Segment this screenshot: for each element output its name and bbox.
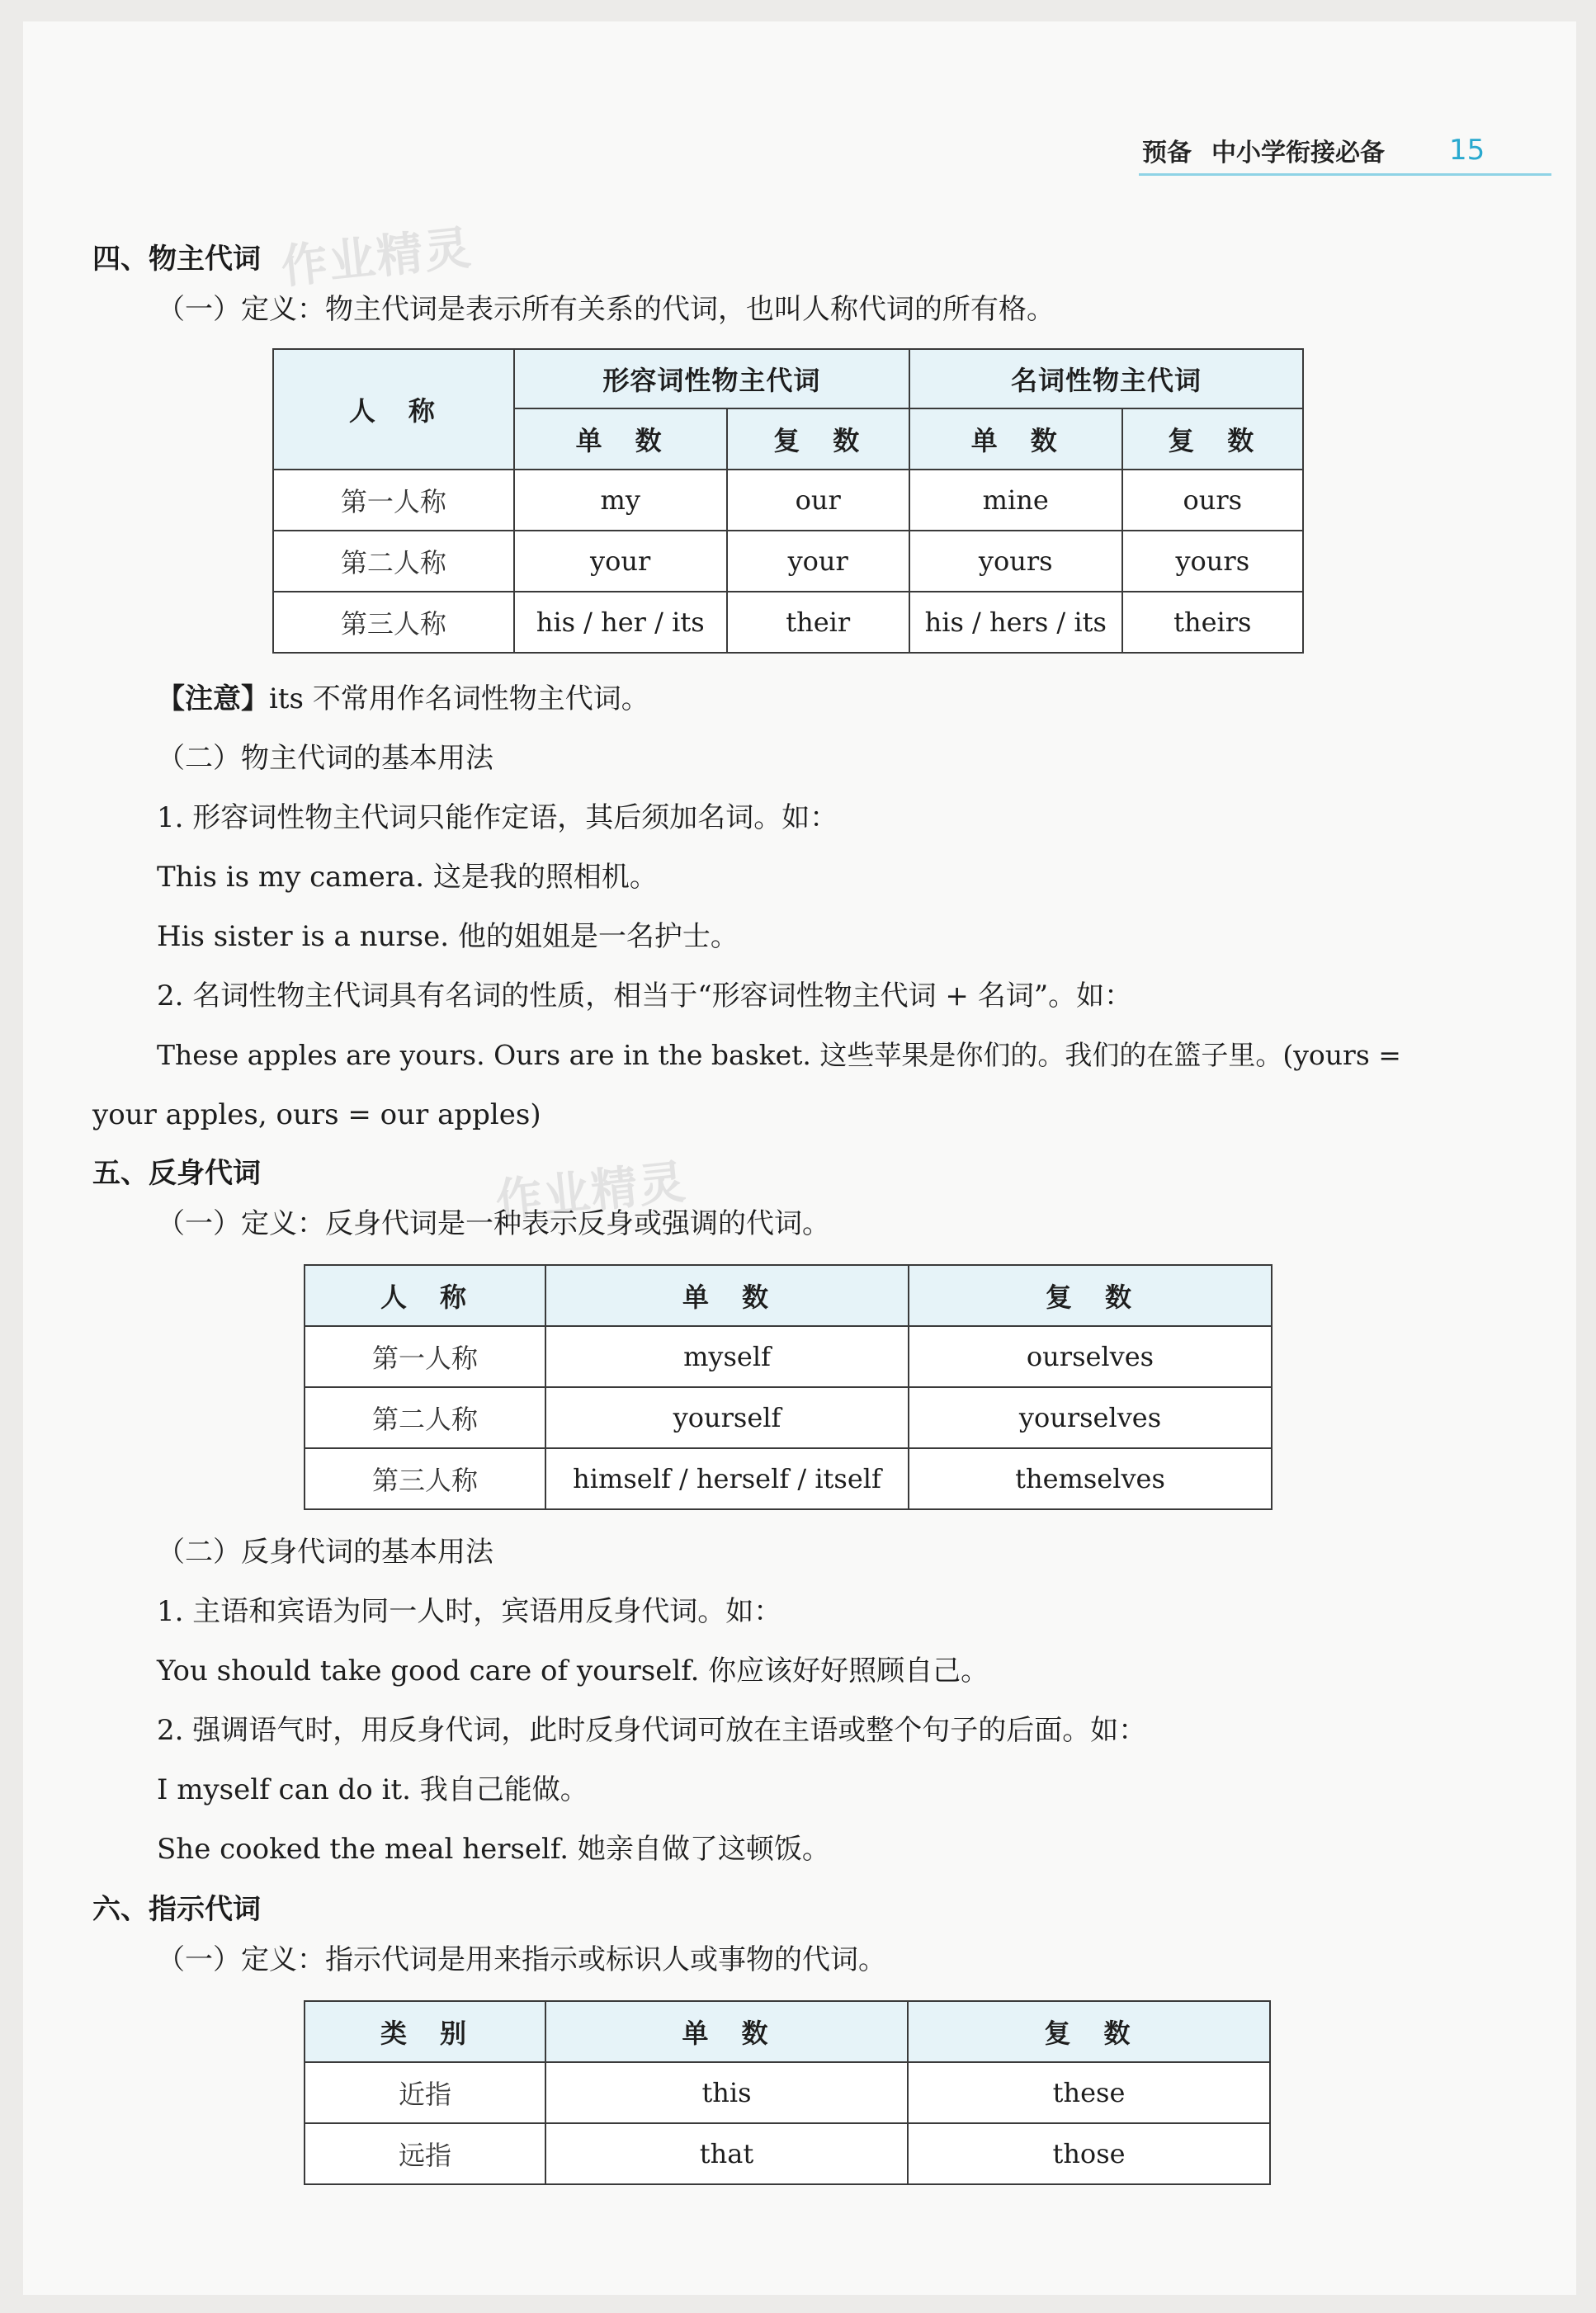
usage-title-reflexive: （二）反身代词的基本用法 — [157, 1536, 493, 1569]
row-label: 第一人称 — [273, 470, 514, 531]
rule-1-reflexive: 1. 主语和宾语为同一人时，宾语用反身代词。如： — [157, 1595, 782, 1628]
table-row — [273, 531, 1303, 592]
cell: yours — [1122, 531, 1303, 592]
header-singular: 单 数 — [909, 408, 1122, 470]
cell: those — [908, 2123, 1270, 2184]
example-line: I myself can do it. 我自己能做。 — [157, 1773, 588, 1806]
watermark: 作业精灵 — [493, 1155, 690, 1229]
header-plural: 复 数 — [727, 408, 909, 470]
table-row — [273, 470, 1303, 531]
cell: myself — [545, 1326, 909, 1387]
header-plural: 复 数 — [1122, 408, 1303, 470]
example-line-continued: your apples, ours = our apples) — [92, 1098, 541, 1131]
row-label: 近指 — [305, 2062, 545, 2123]
cell: this — [545, 2062, 908, 2123]
table-row — [305, 1448, 1272, 1509]
table-row — [305, 1387, 1272, 1448]
example-line: This is my camera. 这是我的照相机。 — [157, 861, 658, 894]
cell: their — [727, 592, 909, 653]
header-type: 类 别 — [305, 2001, 545, 2062]
header-person: 人 称 — [273, 349, 514, 470]
table-row — [305, 2062, 1270, 2123]
example-line: His sister is a nurse. 他的姐姐是一名护士。 — [157, 920, 739, 953]
cell: our — [727, 470, 909, 531]
cell: ourselves — [909, 1326, 1272, 1387]
table-row — [305, 1326, 1272, 1387]
rule-2-possessive: 2. 名词性物主代词具有名词的性质，相当于“形容词性物主代词 + 名词”。如： — [157, 979, 1133, 1013]
header-title: 中小学衔接必备 — [1211, 139, 1385, 168]
row-label: 第二人称 — [273, 531, 514, 592]
cell: yourselves — [909, 1387, 1272, 1448]
cell: mine — [909, 470, 1122, 531]
cell: my — [514, 470, 727, 531]
rule-1-possessive: 1. 形容词性物主代词只能作定语，其后须加名词。如： — [157, 801, 838, 834]
header-singular: 单 数 — [514, 408, 727, 470]
cell: that — [545, 2123, 908, 2184]
header-plural: 复 数 — [909, 1265, 1272, 1326]
cell: your — [514, 531, 727, 592]
cell: yours — [909, 531, 1122, 592]
running-header — [1142, 132, 1385, 168]
definition-possessive: （一）定义：物主代词是表示所有关系的代词，也叫人称代词的所有格。 — [157, 293, 1055, 326]
watermark: 作业精灵 — [278, 221, 475, 295]
header-section: 预备 — [1142, 139, 1192, 168]
row-label: 第一人称 — [305, 1326, 545, 1387]
possessive-table — [272, 348, 1304, 654]
example-line: She cooked the meal herself. 她亲自做了这顿饭。 — [157, 1833, 830, 1866]
cell: his / her / its — [514, 592, 727, 653]
cell: yourself — [545, 1387, 909, 1448]
row-label: 第二人称 — [305, 1387, 545, 1448]
rule-2-reflexive: 2. 强调语气时，用反身代词，此时反身代词可放在主语或整个句子的后面。如： — [157, 1714, 1147, 1747]
example-line: You should take good care of yourself. 你应该好好照顾自己。 — [157, 1655, 989, 1688]
section-heading-demonstrative: 六、指示代词 — [92, 1893, 261, 1926]
table-row — [305, 2123, 1270, 2184]
definition-reflexive: （一）定义：反身代词是一种表示反身或强调的代词。 — [157, 1207, 830, 1240]
reflexive-table — [304, 1264, 1273, 1510]
section-heading-possessive: 四、物主代词 — [92, 243, 261, 276]
note-text: its 不常用作名词性物主代词。 — [269, 682, 649, 715]
header-person: 人 称 — [305, 1265, 545, 1326]
header-plural: 复 数 — [908, 2001, 1270, 2062]
row-label: 第三人称 — [305, 1448, 545, 1509]
example-line: These apples are yours. Ours are in the basket. 这些苹果是你们的。我们的在篮子里。(yours = — [157, 1039, 1401, 1071]
note — [157, 682, 649, 715]
usage-title-possessive: （二）物主代词的基本用法 — [157, 742, 493, 775]
cell: himself / herself / itself — [545, 1448, 909, 1509]
header-singular: 单 数 — [545, 2001, 908, 2062]
row-label: 第三人称 — [273, 592, 514, 653]
header-noun-possessive: 名词性物主代词 — [909, 349, 1303, 408]
table-row — [273, 592, 1303, 653]
definition-demonstrative: （一）定义：指示代词是用来指示或标识人或事物的代词。 — [157, 1943, 886, 1976]
header-rule — [1139, 173, 1551, 176]
cell: themselves — [909, 1448, 1272, 1509]
cell: your — [727, 531, 909, 592]
note-label: 【注意】 — [157, 682, 269, 715]
cell: theirs — [1122, 592, 1303, 653]
row-label: 远指 — [305, 2123, 545, 2184]
demonstrative-table — [304, 2000, 1271, 2185]
cell: these — [908, 2062, 1270, 2123]
page-number: 15 — [1449, 134, 1485, 167]
header-singular: 单 数 — [545, 1265, 909, 1326]
cell: his / hers / its — [909, 592, 1122, 653]
header-adjective-possessive: 形容词性物主代词 — [514, 349, 909, 408]
section-heading-reflexive: 五、反身代词 — [92, 1157, 261, 1190]
cell: ours — [1122, 470, 1303, 531]
